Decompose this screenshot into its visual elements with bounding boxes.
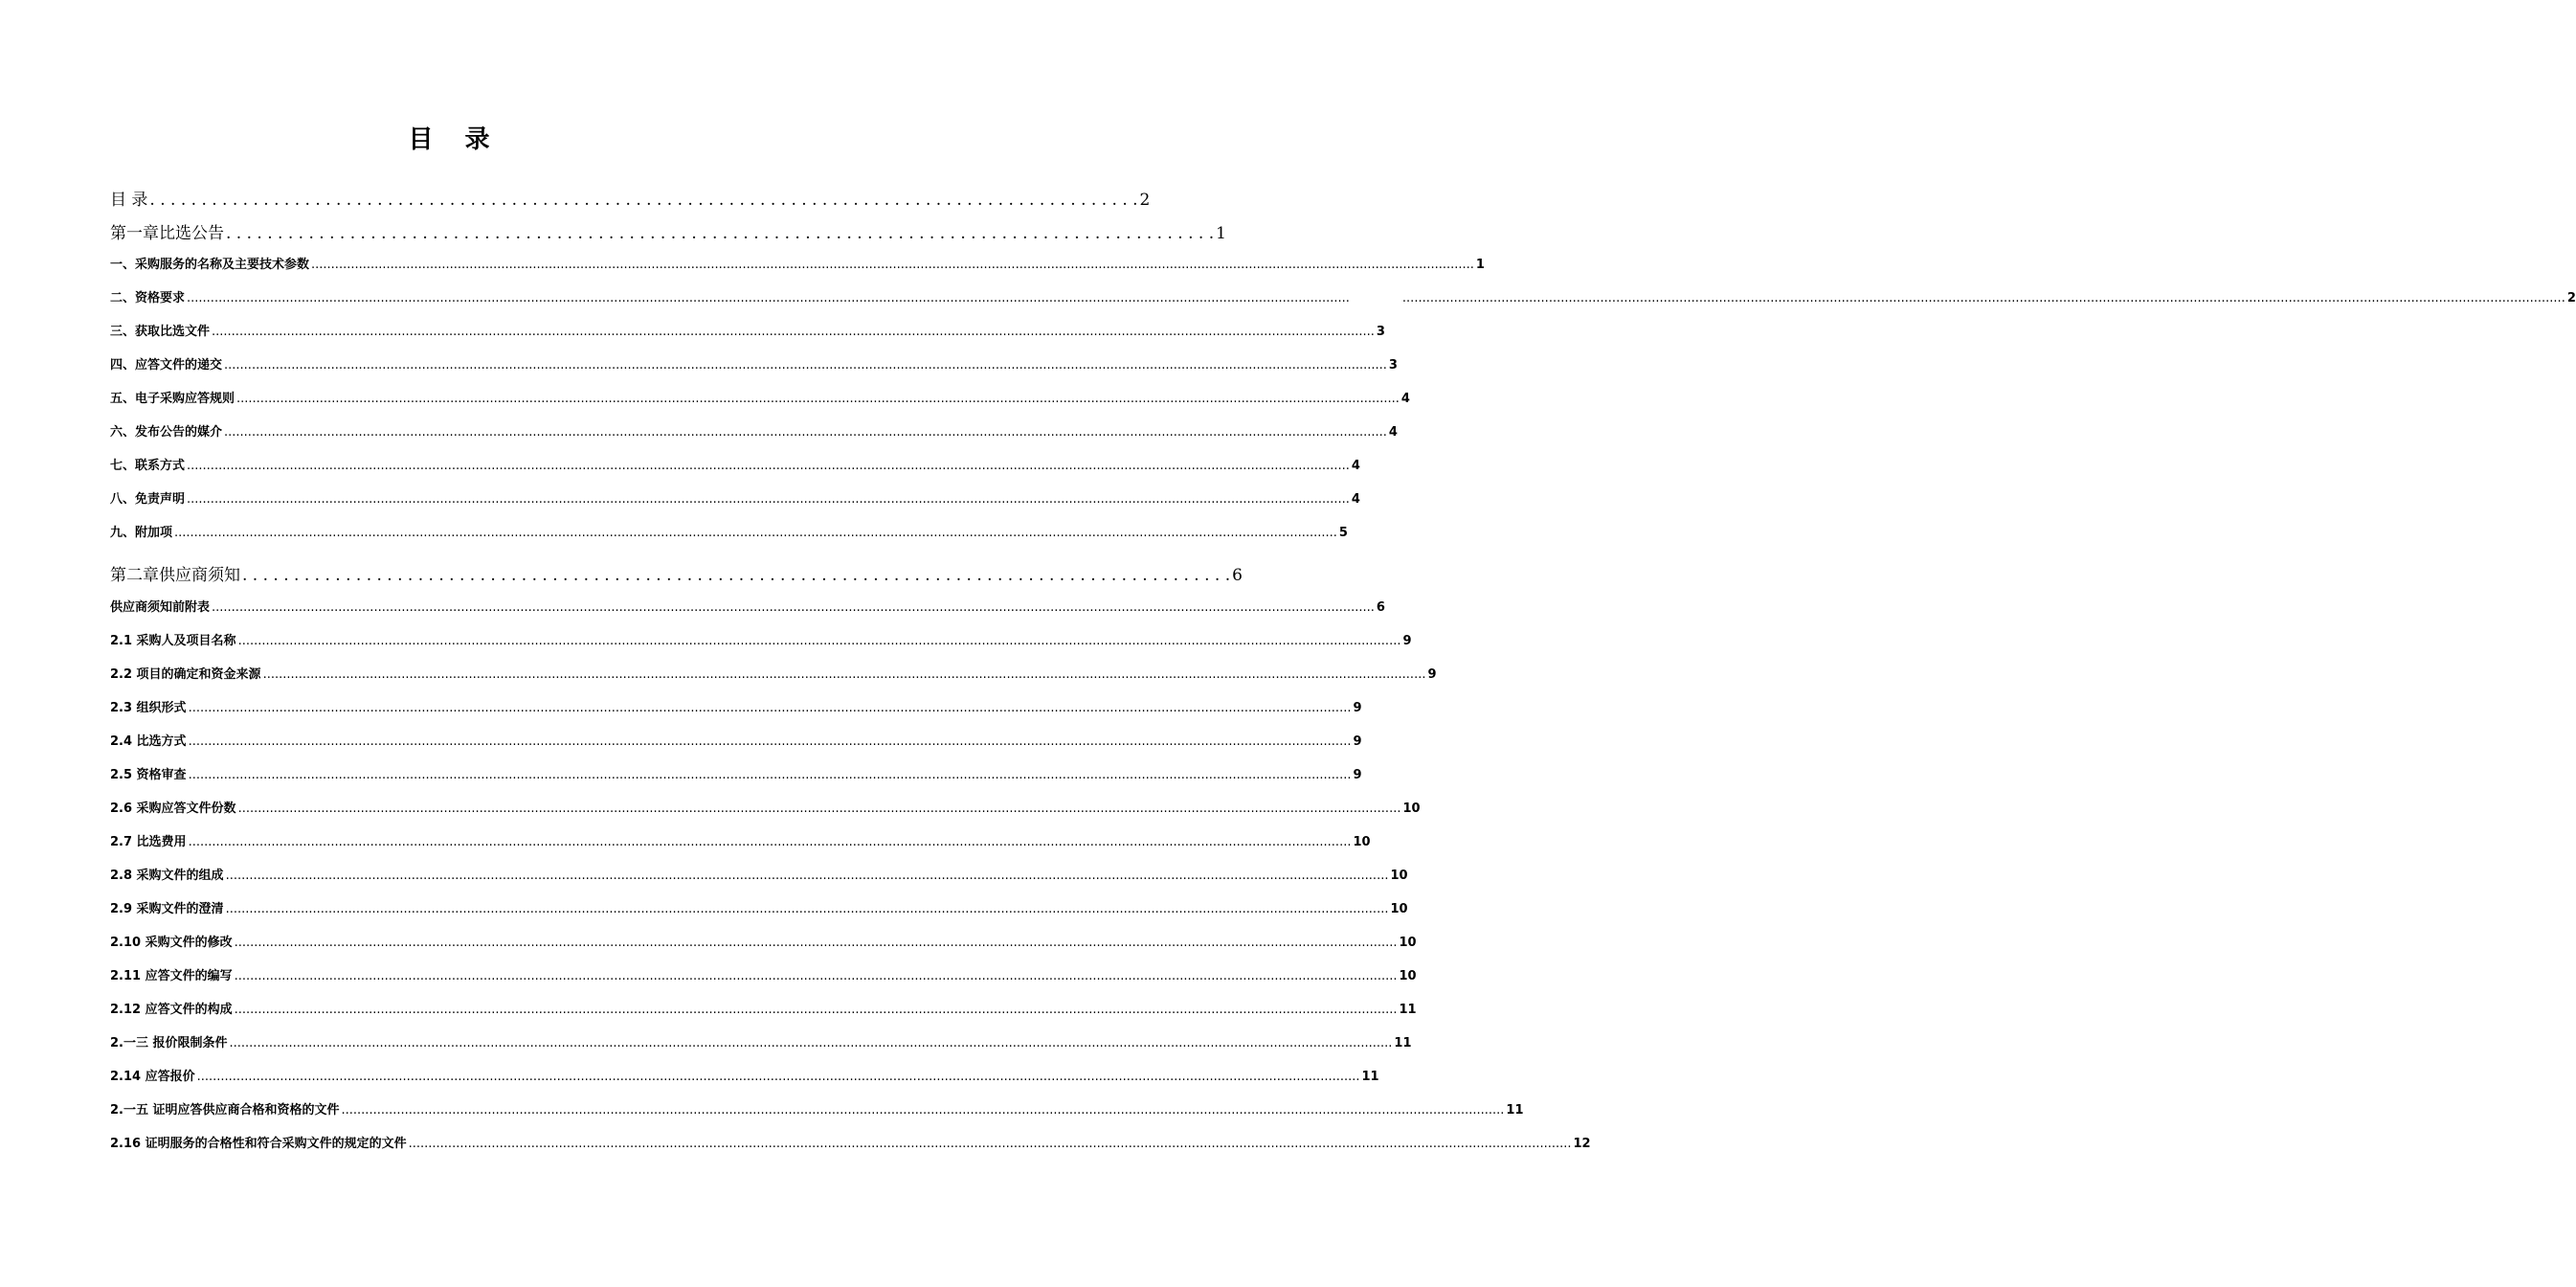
- toc-entry[interactable]: [110, 290, 2576, 307]
- toc-entry[interactable]: [110, 458, 1360, 475]
- toc-entry-page: 6: [1376, 600, 1385, 615]
- toc-entry-page: 9: [1353, 768, 1362, 782]
- toc-entry-page: 4: [1388, 425, 1398, 440]
- leader-dots: [226, 868, 1389, 885]
- toc-entry-page: 10: [1390, 902, 1408, 916]
- toc-entry-page: 9: [1427, 667, 1437, 682]
- toc-entry-label: 2.10 采购文件的修改: [110, 936, 233, 950]
- leader-dots: [212, 599, 1375, 617]
- toc-entry-label: 2.4 比选方式: [110, 734, 187, 749]
- toc-entry-label: 八、免责声明: [110, 492, 186, 507]
- toc-entry-chapter-2[interactable]: [110, 565, 1243, 586]
- toc-entry-page: 4: [1400, 392, 1410, 406]
- toc-entry-page: 9: [1353, 734, 1362, 749]
- toc-entry[interactable]: [110, 968, 1417, 985]
- leader-dots: [226, 223, 1214, 244]
- toc-entry-label: 九、附加项: [110, 526, 173, 540]
- leader-dots: [238, 633, 1401, 650]
- toc-entry[interactable]: [110, 834, 1371, 851]
- leader-dots: [224, 424, 1387, 441]
- leader-dots: [187, 458, 1350, 475]
- toc-entry-page: 11: [1361, 1070, 1379, 1084]
- toc-entry-label: 2.11 应答文件的编写: [110, 969, 233, 983]
- leader-dots: [409, 1136, 1572, 1153]
- leader-dots: [263, 666, 1426, 684]
- toc-entry-page: 6: [1232, 566, 1243, 585]
- toc-entry[interactable]: [110, 491, 1360, 508]
- leader-dots: [342, 1102, 1505, 1119]
- toc-entry-label: 2.16 证明服务的合格性和符合采购文件的规定的文件: [110, 1137, 407, 1151]
- toc-entry-page: 9: [1402, 634, 1412, 648]
- toc-entry[interactable]: [110, 391, 1410, 408]
- toc-chapter-title: 比选公告: [159, 224, 224, 243]
- toc-entry-label: 2.8 采购文件的组成: [110, 869, 224, 883]
- toc-entry[interactable]: [110, 257, 1485, 274]
- toc-entry-label: 二、资格要求: [110, 291, 186, 305]
- toc-entry-page: 10: [1399, 936, 1417, 950]
- toc-entry[interactable]: [110, 935, 1417, 952]
- toc-entry-label: 一、采购服务的名称及主要技术参数: [110, 258, 310, 272]
- toc-entry[interactable]: [110, 1002, 1417, 1019]
- toc-entry-label: 目 录: [110, 191, 148, 210]
- toc-entry-label: 三、获取比选文件: [110, 325, 211, 339]
- leader-dots: [235, 935, 1398, 952]
- leader-dots: [230, 1035, 1393, 1052]
- toc-entry-label: 2.一五 证明应答供应商合格和资格的文件: [110, 1103, 340, 1118]
- toc-entry[interactable]: [110, 357, 1398, 374]
- leader-dots: [235, 1002, 1398, 1019]
- toc-entry-page: 10: [1399, 969, 1417, 983]
- toc-entry-page: 3: [1388, 358, 1398, 373]
- toc-entry-page: 4: [1351, 459, 1360, 473]
- leader-dots: [187, 491, 1350, 508]
- leader-dots: [212, 324, 1375, 341]
- toc-entry[interactable]: [110, 599, 1385, 617]
- toc-entry-label: 六、发布公告的媒介: [110, 425, 223, 440]
- leader-dots: [174, 525, 1337, 542]
- toc-entry[interactable]: [110, 666, 1437, 684]
- leader-dots: [235, 968, 1398, 985]
- toc-entry-contents[interactable]: [110, 190, 1151, 211]
- toc-entry-label: 2.一三 报价限制条件: [110, 1036, 228, 1050]
- toc-entry[interactable]: [110, 1102, 1524, 1119]
- leader-dots: [189, 834, 1352, 851]
- leader-dots: [197, 1069, 1360, 1086]
- toc-entry-label: 2.5 资格审查: [110, 768, 187, 782]
- toc-entry-page: 12: [1573, 1137, 1591, 1151]
- leader-dots: [236, 391, 1400, 408]
- toc-entry-page: 5: [1338, 526, 1348, 540]
- toc-entry-page: 10: [1402, 802, 1421, 816]
- toc-entry[interactable]: [110, 424, 1398, 441]
- leader-dots: [224, 357, 1387, 374]
- toc-entry[interactable]: [110, 1069, 1379, 1086]
- toc-entry-label: 2.14 应答报价: [110, 1070, 195, 1084]
- toc-entry[interactable]: [110, 901, 1408, 918]
- leader-dots: [311, 257, 1474, 274]
- toc-entry[interactable]: [110, 1136, 1591, 1153]
- toc-entry-label: 2.1 采购人及项目名称: [110, 634, 236, 648]
- toc-entry[interactable]: [110, 1035, 1412, 1052]
- toc-chapter-number: 第一章: [110, 224, 159, 243]
- toc-entry-page: 11: [1399, 1003, 1417, 1017]
- toc-entry[interactable]: [110, 734, 1362, 751]
- page-title: 目 录: [408, 125, 502, 154]
- toc-entry-label: 2.7 比选费用: [110, 835, 187, 849]
- toc-entry-page: 3: [1376, 325, 1385, 339]
- toc-chapter-title: 供应商须知: [159, 566, 240, 585]
- toc-entry[interactable]: [110, 324, 1385, 341]
- toc-entry[interactable]: [110, 525, 1348, 542]
- toc-chapter-number: 第二章: [110, 566, 159, 585]
- toc-entry-page: 10: [1390, 869, 1408, 883]
- toc-entry-page: 2: [1139, 191, 1151, 210]
- toc-entry-page: 9: [1353, 701, 1362, 715]
- toc-entry-chapter-1[interactable]: [110, 223, 1226, 244]
- leader-dots: [242, 565, 1230, 586]
- leader-dots: [189, 734, 1352, 751]
- toc-entry[interactable]: [110, 700, 1362, 717]
- leader-dots: [226, 901, 1389, 918]
- toc-entry-label: 2.3 组织形式: [110, 701, 187, 715]
- toc-entry-label: 2.6 采购应答文件份数: [110, 802, 236, 816]
- toc-entry-label: 2.12 应答文件的构成: [110, 1003, 233, 1017]
- leader-dots: [187, 290, 2565, 307]
- toc-entry-page: 10: [1353, 835, 1371, 849]
- leader-dots: [238, 801, 1401, 818]
- toc-entry-label: 2.9 采购文件的澄清: [110, 902, 224, 916]
- toc-entry-label: 2.2 项目的确定和资金来源: [110, 667, 261, 682]
- toc-entry-page: 4: [1351, 492, 1360, 507]
- toc-entry[interactable]: [110, 633, 1412, 650]
- toc-entry-page: 11: [1506, 1103, 1524, 1118]
- toc-entry-page: 11: [1394, 1036, 1412, 1050]
- toc-entry-page: 1: [1216, 224, 1226, 243]
- leader-dots: [189, 700, 1352, 717]
- toc-entry-label: 七、联系方式: [110, 459, 186, 473]
- toc-entry-label: 四、应答文件的递交: [110, 358, 223, 373]
- leader-dots: [149, 190, 1137, 211]
- toc-entry-label: 五、电子采购应答规则: [110, 392, 235, 406]
- toc-entry[interactable]: [110, 801, 1421, 818]
- toc-entry-page: 1: [1475, 258, 1485, 272]
- toc-entry-page: 2: [2566, 291, 2576, 305]
- toc-entry-label: 供应商须知前附表: [110, 600, 211, 615]
- toc-entry[interactable]: [110, 767, 1362, 784]
- toc-entry[interactable]: [110, 868, 1408, 885]
- leader-dots: [189, 767, 1352, 784]
